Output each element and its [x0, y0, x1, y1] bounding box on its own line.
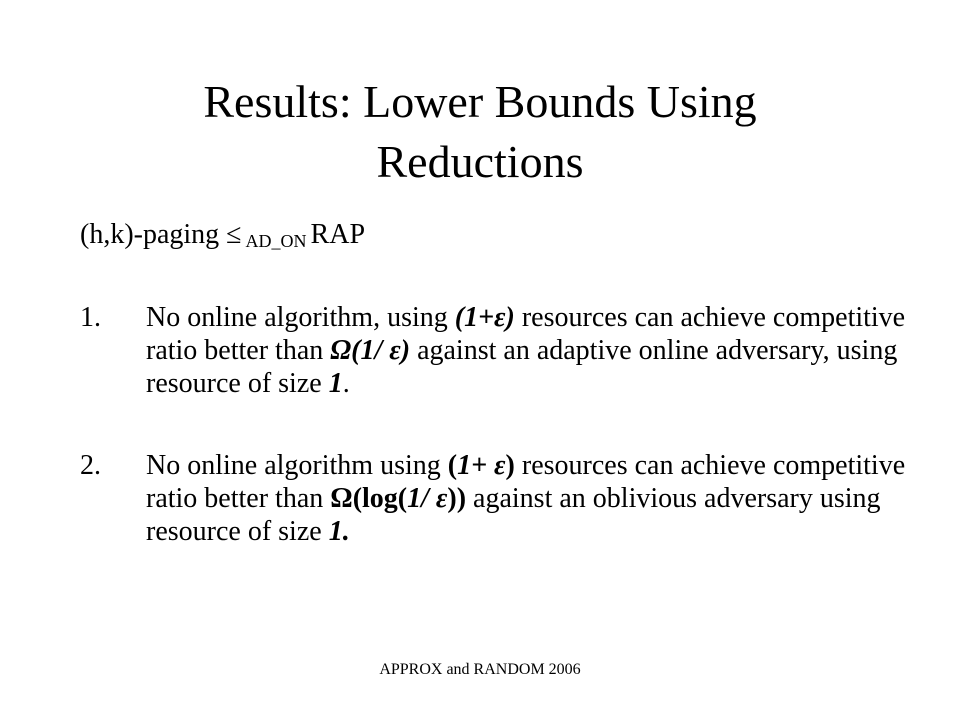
text-run: No online algorithm, using — [146, 302, 455, 333]
text-run: against an oblivious adversary using resource of size — [146, 483, 881, 547]
reduction-right: RAP — [310, 219, 366, 250]
list-item-text — [146, 301, 906, 400]
math-expression: Ω(1/ ε) — [330, 335, 411, 366]
math-paren: ) — [505, 450, 515, 481]
list-item-number: 1. — [80, 302, 101, 333]
math-expression: (1+ε) — [454, 302, 515, 333]
reduction-left: (h,k)-paging ≤ — [80, 219, 242, 250]
reduction-statement — [80, 218, 365, 258]
math-expression: )) — [447, 483, 467, 514]
text-run: resources can achieve competitive ratio better than — [146, 450, 906, 514]
math-expression: Ω(log( — [330, 483, 408, 514]
math-paren: ( — [447, 450, 458, 481]
math-expression: 1/ ε — [407, 483, 448, 514]
list-item-number: 2. — [80, 450, 101, 481]
math-expression: 1. — [328, 516, 350, 547]
title-line-2: Reductions — [376, 136, 584, 187]
text-run: . — [342, 368, 350, 399]
text-run: No online algorithm using — [146, 450, 448, 481]
text-run: resources can achieve competitive ratio better than — [146, 302, 906, 366]
slide-footer: APPROX and RANDOM 2006 — [379, 661, 581, 678]
title-line-1: Results: Lower Bounds Using — [203, 76, 757, 127]
text-run: against an adaptive online adversary, using resource of size — [146, 335, 898, 399]
list-item-text — [146, 449, 906, 548]
math-expression: 1+ ε — [457, 450, 506, 481]
slide-title — [80, 72, 880, 192]
math-expression: 1 — [328, 368, 343, 399]
reduction-subscript: AD_ON — [245, 231, 307, 251]
